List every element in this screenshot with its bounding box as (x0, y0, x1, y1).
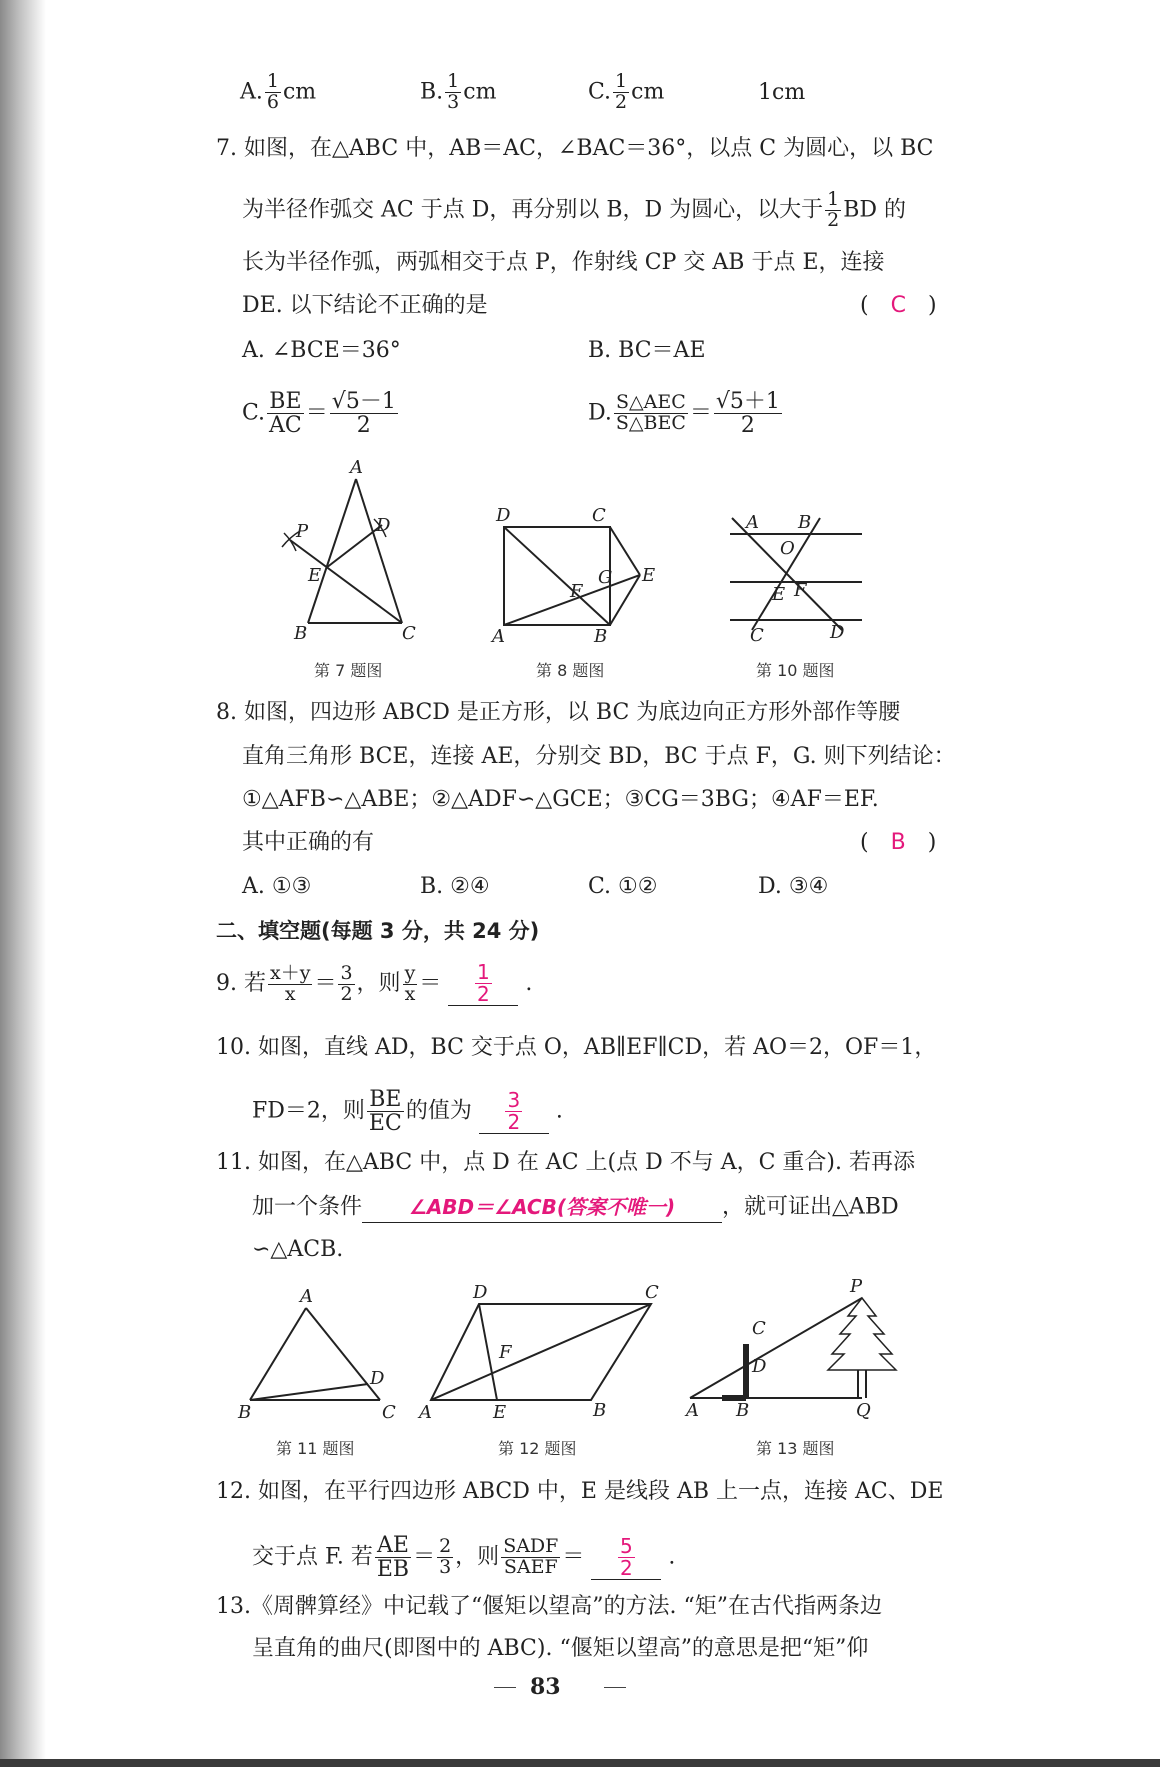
q8-option-c: C. ①② (588, 874, 658, 899)
fig7-label-c: C (402, 623, 416, 644)
fig10-label-a: A (746, 512, 759, 533)
q9-answer-blank: $\frac{1}{2}$ (448, 962, 518, 1006)
fig10-label-e: E (772, 584, 786, 605)
q10-answer-blank: $\frac{3}{2}$ (479, 1090, 549, 1134)
caption-fig8: 第 8 题图 (536, 661, 605, 680)
figure-q12 (415, 1280, 675, 1420)
fig11-label-a: A (300, 1286, 313, 1307)
fig13-label-c: C (752, 1318, 766, 1339)
fig12-label-d: D (473, 1282, 488, 1303)
q6-option-c: C. $\frac{1}{2}$ cm (588, 70, 665, 113)
q12-line1: 12. 如图，在平行四边形 ABCD 中，E 是线段 AB 上一点，连接 AC、DE (216, 1479, 944, 1504)
q7-option-b: B. BC＝AE (588, 338, 706, 363)
figure-q11 (230, 1280, 405, 1420)
page-number-dash-left (494, 1687, 516, 1688)
fig7-label-e: E (308, 565, 322, 586)
q8-answer-bracket: ( B ) (860, 830, 937, 855)
fig10-label-b: B (798, 512, 812, 533)
fig8-label-g: G (598, 567, 613, 588)
fig7-label-a: A (350, 457, 363, 478)
fig13-label-q: Q (856, 1400, 871, 1421)
q7-answer-bracket: ( C ) (860, 293, 937, 318)
fig13-label-d: D (752, 1356, 767, 1377)
q13-line1: 13.《周髀算经》中记载了“偃矩以望高”的方法. “矩”在古代指两条边 (216, 1594, 882, 1619)
caption-fig12: 第 12 题图 (498, 1439, 577, 1458)
q7-line3: 长为半径作弧，两弧相交于点 P，作射线 CP 交 AB 于点 E，连接 (242, 250, 885, 275)
fig11-label-c: C (382, 1402, 396, 1420)
page-edge-shadow (0, 0, 46, 1767)
fig8-label-a: A (492, 626, 505, 645)
q8-option-d: D. ③④ (758, 874, 829, 899)
figure-q8 (490, 505, 670, 645)
q12-line2: 交于点 F. 若 $\frac{AE}{EB}$ ＝ $\frac{2}{3}$ ，则 $\frac{\text{SADF}}{\text{SAEF}}$ ＝ $\frac{5}{2}$ . (252, 1533, 676, 1583)
fig13-label-b: B (736, 1400, 750, 1421)
q11-line2: 加一个条件 ∠ABD＝∠ACB(答案不唯一) ，就可证出△ABD (252, 1192, 899, 1223)
q7-answer: C (890, 293, 906, 318)
figure-q7 (270, 455, 430, 645)
fig10-label-d: D (830, 622, 845, 643)
q11-answer-blank: ∠ABD＝∠ACB(答案不唯一) (362, 1192, 722, 1223)
fig7-label-d: D (376, 515, 391, 536)
page-number: 83 (530, 1674, 561, 1700)
fig11-label-d: D (370, 1368, 385, 1389)
fig12-label-a: A (419, 1402, 432, 1420)
section-heading-fill-blank: 二、填空题(每题 3 分，共 24 分) (216, 919, 540, 943)
fig12-label-e: E (493, 1402, 507, 1420)
fig10-label-c: C (750, 625, 764, 645)
fig10-label-f: F (794, 580, 807, 601)
fig12-label-f: F (499, 1342, 512, 1363)
q7-option-d: D. $\frac{\text{S△AEC}}{\text{S△BEC}}$ ＝ $\frac{√5+1}{2}$ (588, 389, 780, 439)
q8-option-b: B. ②④ (420, 874, 490, 899)
figure-q10 (720, 510, 870, 645)
q8-line4: 其中正确的有 (242, 830, 375, 855)
fig8-label-c: C (592, 505, 606, 526)
q7-line1: 7. 如图，在△ABC 中，AB＝AC，∠BAC＝36°，以点 C 为圆心，以 BC (216, 136, 934, 161)
q8-line3: ①△AFB∽△ABE；②△ADF∽△GCE；③CG＝3BG；④AF＝EF. (242, 787, 879, 812)
fig12-label-c: C (645, 1282, 659, 1303)
fig12-label-b: B (593, 1400, 607, 1420)
fig10-label-o: O (780, 538, 795, 559)
fig11-label-b: B (238, 1402, 252, 1420)
q8-line1: 8. 如图，四边形 ABCD 是正方形，以 BC 为底边向正方形外部作等腰 (216, 700, 901, 725)
figure-q13 (682, 1278, 912, 1423)
q10-line1: 10. 如图，直线 AD，BC 交于点 O，AB∥EF∥CD，若 AO＝2，OF＝1， (216, 1035, 937, 1060)
fig8-label-e: E (642, 565, 656, 586)
q6-option-d: 1cm (758, 80, 806, 105)
q11-line1: 11. 如图，在△ABC 中，点 D 在 AC 上(点 D 不与 A，C 重合). 若再添 (216, 1150, 916, 1175)
fig8-label-b: B (594, 626, 608, 645)
q7-option-c: C. $\frac{BE}{AC}$ ＝ $\frac{√5-1}{2}$ (242, 389, 396, 439)
q10-line2: FD＝2，则 $\frac{BE}{EC}$ 的值为 $\frac{3}{2}$ . (252, 1087, 563, 1137)
fig13-label-a: A (686, 1400, 699, 1421)
q8-option-a: A. ①③ (242, 874, 312, 899)
page-number-dash-right (604, 1687, 626, 1688)
caption-fig7: 第 7 题图 (314, 661, 383, 680)
q7-line4: DE. 以下结论不正确的是 (242, 293, 488, 318)
fig13-label-p: P (850, 1278, 863, 1297)
q9-line: 9. 若 $\frac{x+y}{x}$ ＝ $\frac{3}{2}$ ，则 $\frac{y}{x}$ ＝ $\frac{1}{2}$ . (216, 960, 533, 1006)
q6-option-a: A. $\frac{1}{6}$ cm (240, 70, 317, 113)
q8-answer: B (890, 830, 906, 855)
fig8-label-f: F (570, 581, 583, 602)
q7-option-a: A. ∠BCE＝36° (242, 338, 401, 363)
caption-fig13: 第 13 题图 (756, 1439, 835, 1458)
q6-option-b: B. $\frac{1}{3}$ cm (420, 70, 497, 113)
fig7-label-p: P (296, 521, 309, 542)
q8-line2: 直角三角形 BCE，连接 AE，分别交 BD，BC 于点 F，G. 则下列结论： (242, 744, 956, 769)
q13-line2: 呈直角的曲尺(即图中的 ABC). “偃矩以望高”的意思是把“矩”仰 (252, 1636, 869, 1661)
fig8-label-d: D (496, 505, 511, 526)
fig7-label-b: B (294, 623, 308, 644)
q7-line2: 为半径作弧交 AC 于点 D，再分别以 B，D 为圆心，以大于 $\frac{1}{2}$ BD 的 (242, 188, 907, 231)
q12-answer-blank: $\frac{5}{2}$ (591, 1536, 661, 1580)
caption-fig11: 第 11 题图 (276, 1439, 355, 1458)
q11-line3: ∽△ACB. (252, 1237, 344, 1262)
caption-fig10: 第 10 题图 (756, 661, 835, 680)
bottom-edge (0, 1759, 1160, 1767)
